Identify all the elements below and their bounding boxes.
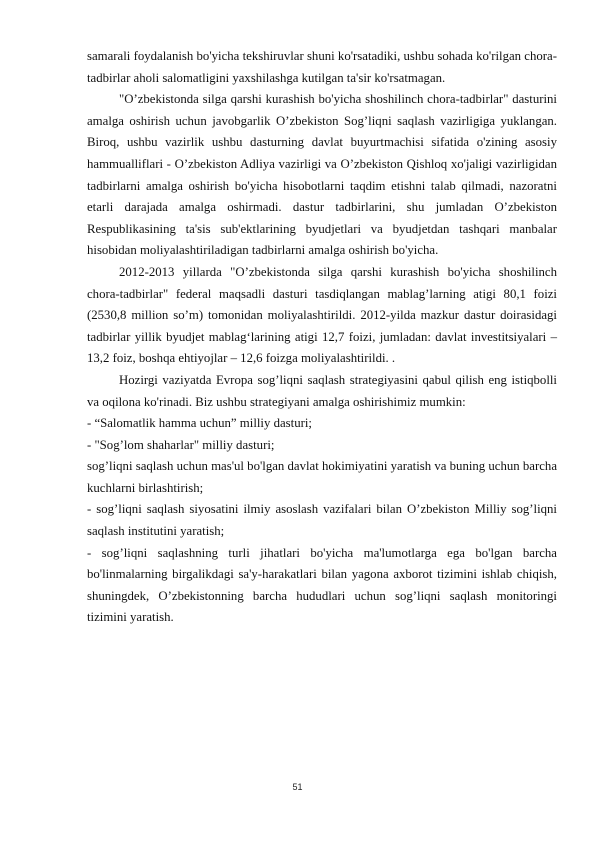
paragraph-2: "O’zbekistonda silga qarshi kurashish bo'yicha shoshilinch chora-tadbirlar" dasturini amalga oshirish uchun javobgarlik O’zbekiston Sog’liqni saqlash vazirligiga yuklangan. Biroq, ushbu vazirlik ushbu dasturning davlat buyurtmachisi sifatida o'zining asosiy hammualliflari - O’zbekiston Adliya vazirligi va O’zbekiston Qishloq xo'jaligi vazirligidan tadbirlarni amalga oshirish bo'yicha hisobotlarni taqdim etishni talab qilmadi, nazoratni etarli darajada amalga oshirmadi. dastur tadbirlarini, shu jumladan O’zbekiston Respublikasining ta'sis sub'ektlarining byudjetlari va byudjetdan tashqari manbalar hisobidan moliyalashtiriladigan tadbirlarni amalga oshirish bo'yicha. (87, 92, 557, 258)
paragraph-3: 2012-2013 yillarda "O’zbekistonda silga qarshi kurashish bo'yicha shoshilinch chora-tadbirlar" federal maqsadli dasturi tasdiqlangan mablag’larning atigi 80,1 foizi (2530,8 million so’m) tomonidan moliyalashtirildi. 2012-yilda mazkur dastur doirasidagi tadbirlar yillik byudjet mablag‘larining atigi 12,7 foizi, jumladan: davlat investitsiyalari – 13,2 foiz, boshqa ehtiyojlar – 12,6 foizga moliyalashtirildi. . (87, 264, 557, 366)
list-item-2: - "Sog’lom shaharlar" milliy dasturi; (87, 437, 275, 452)
paragraph-4: Hozirgi vaziyatda Evropa sog’liqni saqlash strategiyasini qabul qilish eng istiqbolli va oqilona ko'rinadi. Biz ushbu strategiyani amalga oshirishimiz mumkin: (87, 372, 557, 409)
page-number: 51 (292, 782, 303, 792)
list-item-5: - sog’liqni saqlashning turli jihatlari bo'yicha ma'lumotlarga ega bo'lgan barcha bo'linmalarning birgalikdagi sa'y-harakatlari bilan yagona axborot tizimini ishlab chiqish, shuningdek, O’zbekistonning barcha hududlari uchun sog’liqni saqlash monitoringi tizimini yaratish. (87, 545, 557, 625)
list-item-1: - “Salomatlik hamma uchun” milliy dasturi; (87, 416, 312, 431)
paragraph-1: samarali foydalanish bo'yicha tekshiruvlar shuni ko'rsatadiki, ushbu sohada ko'rilgan chora-tadbirlar aholi salomatligini yaxshilashga kutilgan ta'sir ko'rsatmagan. (87, 49, 557, 85)
list-item-4: - sog’liqni saqlash siyosatini ilmiy asoslash vazifalari bilan O’zbekiston Milliy sog’liqni saqlash institutini yaratish; (87, 502, 557, 539)
body-text (87, 46, 557, 629)
list-item-3: sog’liqni saqlash uchun mas'ul bo'lgan davlat hokimiyatini yaratish va buning uchun barcha kuchlarni birlashtirish; (87, 459, 557, 495)
